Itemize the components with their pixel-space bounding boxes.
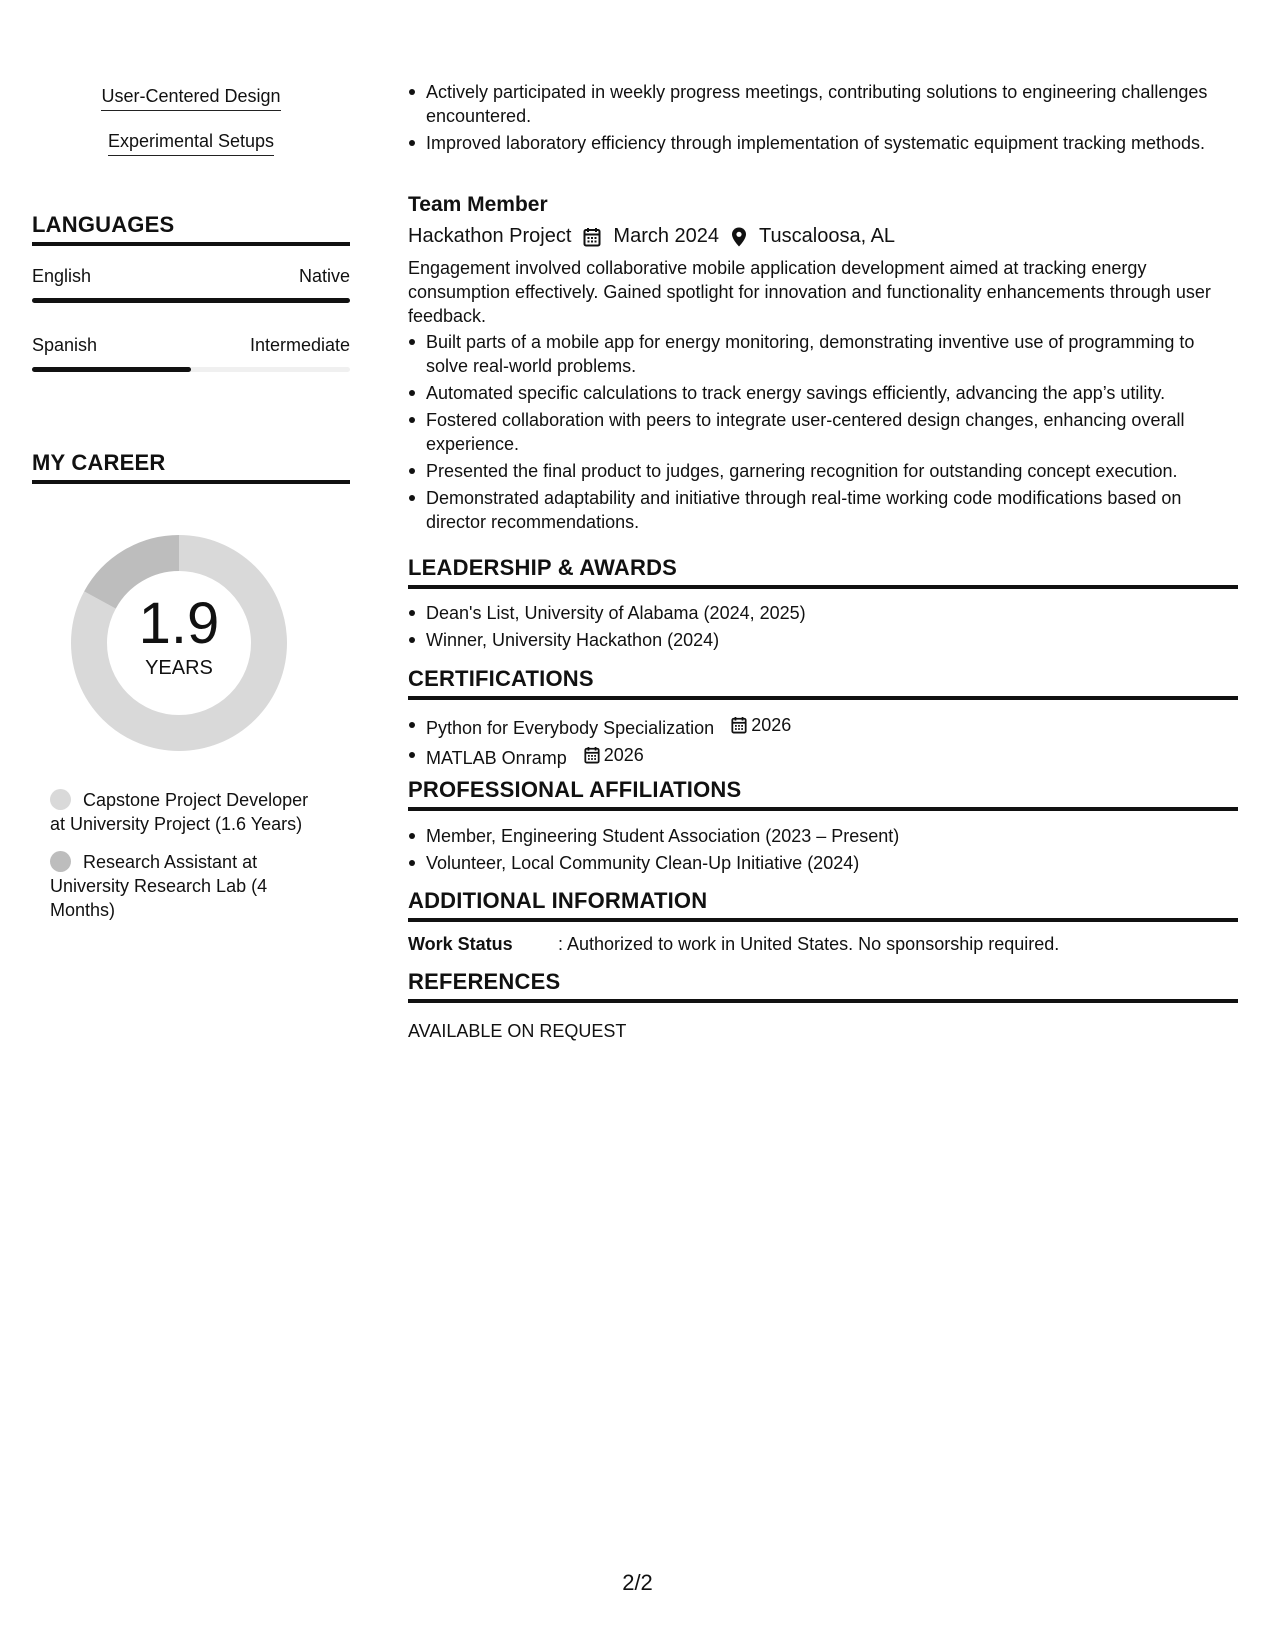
skill-tag: [32, 131, 350, 156]
language-proficiency-fill: [32, 298, 350, 303]
work-status-label: Work Status: [408, 934, 513, 954]
bullet-item: Automated specific calculations to track energy savings efficiently, advancing the app’s utility.: [426, 381, 1238, 405]
bullet-item: Presented the final product to judges, garnering recognition for outstanding concept execution.: [426, 459, 1238, 483]
bullet-item: Improved laboratory efficiency through implementation of systematic equipment tracking methods.: [426, 131, 1238, 155]
bullet-item: Demonstrated adaptability and initiative through real-time working code modifications based on director recommendations.: [426, 486, 1238, 534]
page-number: 2/2: [622, 1570, 653, 1595]
career-heading: MY CAREER: [32, 450, 350, 484]
role-organization: Hackathon Project: [408, 225, 572, 247]
experience-continued: [408, 80, 1238, 158]
calendar-icon: [583, 227, 601, 247]
role-location: Tuscaloosa, AL: [759, 225, 896, 247]
skill-tag: [32, 86, 350, 111]
role-title: Team Member: [408, 193, 548, 216]
references-heading: REFERENCES: [408, 969, 1238, 1003]
career-legend-item: [50, 850, 320, 922]
skill-tag-label: User-Centered Design: [101, 86, 280, 111]
role-bullets: [408, 330, 1238, 534]
career-donut-chart: [66, 530, 292, 756]
work-status-row: [408, 934, 1238, 955]
affiliations-list: [408, 824, 1238, 878]
role-summary: Engagement involved collaborative mobile application development aimed at tracking energy consumption effectively. Gained spotlight for innovation and functionality enhancements through user feedback.: [408, 258, 1211, 326]
legend-dot: [50, 789, 71, 810]
certification-name: MATLAB Onramp: [426, 748, 567, 768]
bullet-item: Fostered collaboration with peers to integrate user-centered design changes, enhancing overall experience.: [426, 408, 1238, 456]
legend-dot: [50, 851, 71, 872]
certifications-heading: CERTIFICATIONS: [408, 666, 1238, 700]
calendar-icon: [584, 746, 600, 764]
language-proficiency-bar: [32, 367, 350, 372]
map-pin-icon: [731, 227, 747, 247]
role-meta: [408, 225, 1238, 248]
career-legend-label: Capstone Project Developer at University Project (1.6 Years): [50, 790, 309, 834]
language-name: English: [32, 266, 92, 286]
career-total-value: 1.9: [138, 590, 220, 656]
language-level: Native: [298, 266, 350, 286]
skill-tag-label: Experimental Setups: [108, 131, 274, 156]
certification-name: Python for Everybody Specialization: [426, 718, 715, 738]
leadership-heading: LEADERSHIP & AWARDS: [408, 555, 1238, 589]
additional-info-heading: ADDITIONAL INFORMATION: [408, 888, 1238, 922]
bullet-item: Built parts of a mobile app for energy monitoring, demonstrating inventive use of programming to solve real-world problems.: [426, 330, 1238, 378]
certification-year: 2026: [603, 745, 644, 765]
language-row: [32, 266, 350, 287]
career-donut-center: [66, 530, 292, 756]
bullet-item: Actively participated in weekly progress meetings, contributing solutions to engineering challenges encountered.: [426, 80, 1238, 128]
career-legend-item: [50, 788, 320, 836]
bullet-item: Dean's List, University of Alabama (2024, 2025): [426, 601, 1238, 625]
certifications-list: [408, 713, 1238, 773]
work-status-value: : Authorized to work in United States. No sponsorship required.: [558, 934, 1060, 954]
language-row: [32, 335, 350, 356]
bullet-item: Winner, University Hackathon (2024): [426, 628, 1238, 652]
bullet-item: Member, Engineering Student Association (2023 – Present): [426, 824, 1238, 848]
bullet-item: Volunteer, Local Community Clean-Up Initiative (2024): [426, 851, 1238, 875]
language-name: Spanish: [32, 335, 98, 355]
language-proficiency-fill: [32, 367, 191, 372]
affiliations-heading: PROFESSIONAL AFFILIATIONS: [408, 777, 1238, 811]
leadership-list: [408, 601, 1238, 655]
certification-item: [426, 743, 1238, 770]
career-legend-label: Research Assistant at University Research Lab (4 Months): [50, 852, 268, 920]
team-member-entry: [408, 193, 1238, 537]
language-proficiency-bar: [32, 298, 350, 303]
certification-item: [426, 713, 1238, 740]
languages-heading: LANGUAGES: [32, 212, 350, 246]
role-date: March 2024: [613, 225, 720, 247]
certification-year: 2026: [751, 715, 792, 735]
language-level: Intermediate: [249, 335, 350, 355]
experience-bullets: [408, 80, 1238, 155]
career-total-unit: YEARS: [145, 656, 213, 679]
references-text: AVAILABLE ON REQUEST: [408, 1021, 627, 1041]
calendar-icon: [731, 716, 747, 734]
